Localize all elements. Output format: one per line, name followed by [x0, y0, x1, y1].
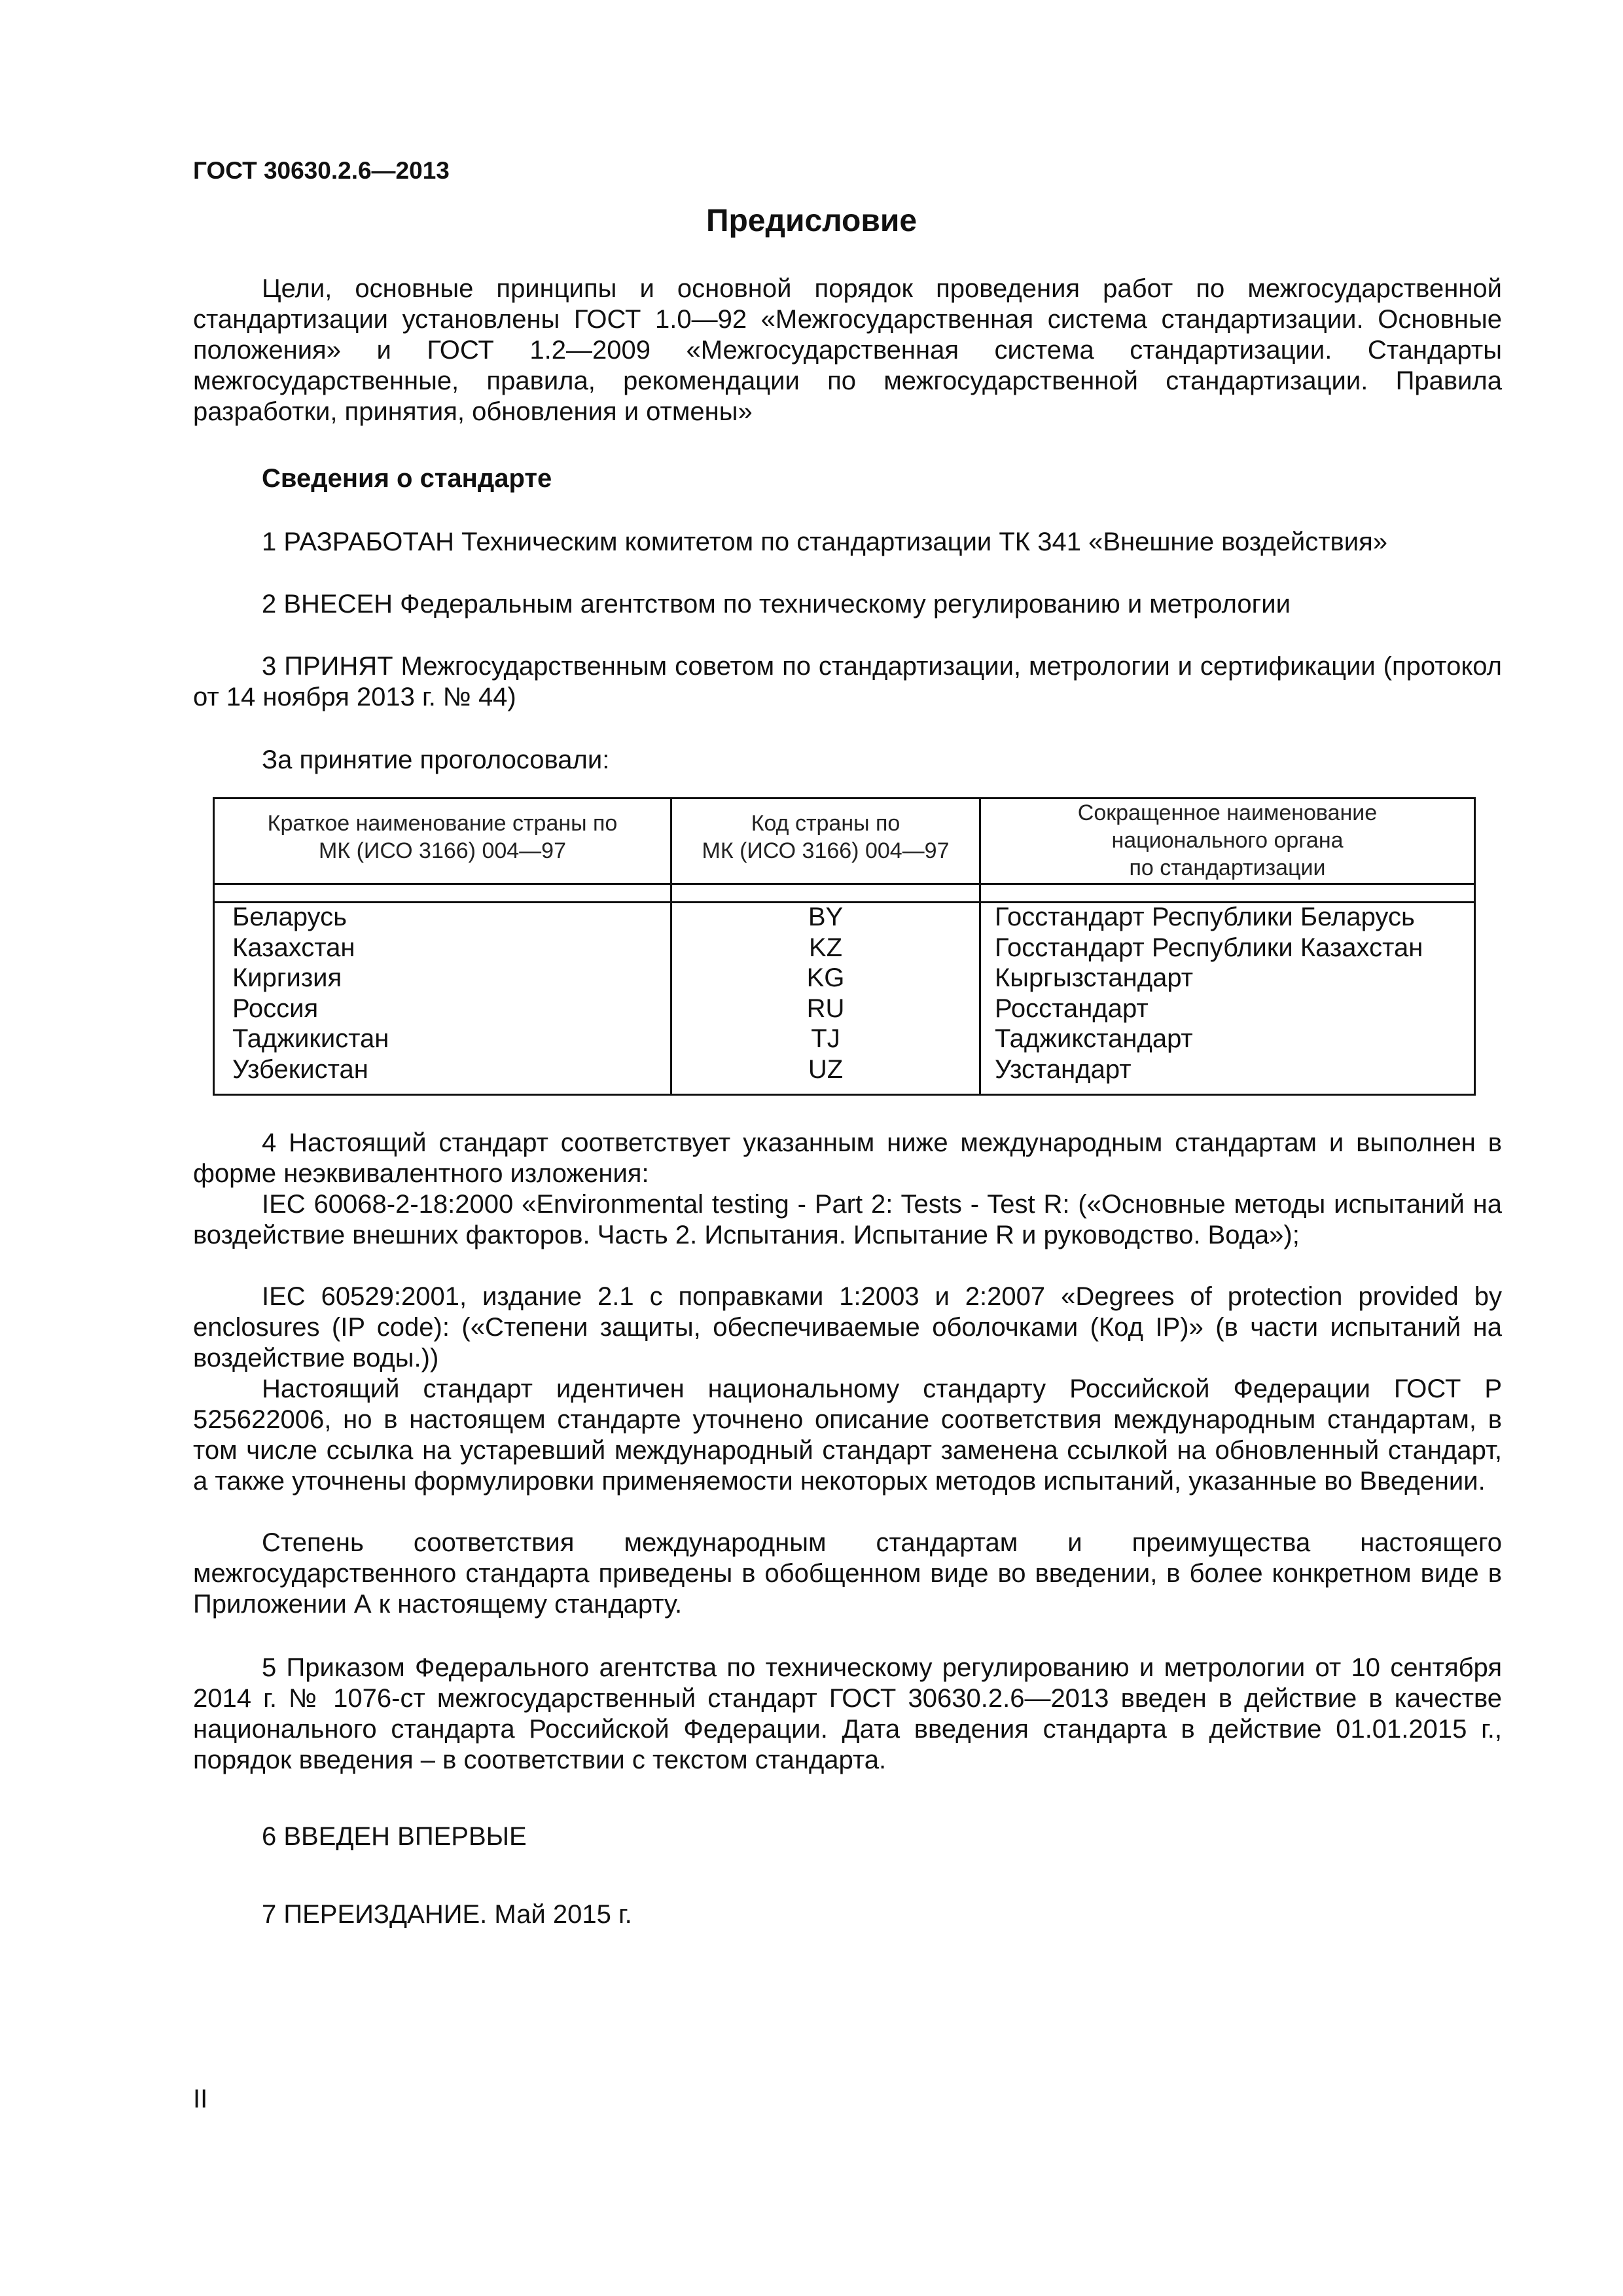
intro-paragraph: Цели, основные принципы и основной порядок проведения работ по межгосударственной стандартизации установлены ГОСТ 1.0—92 «Межгосударственная система стандартизации. Основные положения» и ГОСТ 1.2—2009 «Межгосударственная система стандартизации. Стандарты межгосударственные, правила, рекомендации по межгосударственной стандартизации. Правила разработки, принятия, обновления и отмены»: [193, 274, 1502, 426]
table-cell: Госстандарт Республики Беларусь: [995, 903, 1415, 931]
item-3: 3 ПРИНЯТ Межгосударственным советом по стандартизации, метрологии и сертификации (протокол от 14 ноября 2013 г. № 44): [193, 652, 1502, 711]
item-4-degree: Степень соответствия международным стандартам и преимущества настоящего межгосударственного стандарта приведены в обобщенном виде во введении, в более конкретном виде в Приложении А к настоящему стандарту.: [193, 1528, 1502, 1619]
item-4: 4 Настоящий стандарт соответствует указанным ниже международным стандартам и выполнен в форме неэквивалентного изложения:: [193, 1128, 1502, 1188]
item-2: 2 ВНЕСЕН Федеральным агентством по техническому регулированию и метрологии: [262, 590, 1291, 619]
voted-label: За принятие проголосовали:: [262, 745, 610, 774]
item-4-identity: Настоящий стандарт идентичен национальному стандарту Российской Федерации ГОСТ Р 525622006, но в настоящем стандарте уточнено описание соответствия международным стандартам, в том числе ссылка на устаревший международный стандарт заменена ссылкой на обновленный стандарт, а также уточнены формулировки применяемости некоторых методов испытаний, указанные во Введении.: [193, 1374, 1502, 1496]
page-title: Предисловие: [705, 204, 918, 238]
table-cell: KZ: [808, 933, 843, 962]
item-4-iec-60529: IEC 60529:2001, издание 2.1 с поправками 1:2003 и 2:2007 «Degrees of protection provided by enclosures (IP code): («Степени защиты, обеспечиваемые оболочками (Код IP)» (в части испытаний на воздействие воды.)): [193, 1282, 1502, 1372]
table-cell: BY: [808, 903, 844, 931]
table-cell: Беларусь: [232, 903, 347, 931]
table-cell: Росстандарт: [995, 994, 1149, 1023]
item-6: 6 ВВЕДЕН ВПЕРВЫЕ: [262, 1822, 527, 1851]
table-header-body: Сокращенное наименование национального органа по стандартизации: [1077, 800, 1378, 880]
item-4-iec-60068: IEC 60068-2-18:2000 «Environmental testing - Part 2: Tests - Test R: («Основные методы испытаний на воздействие внешних факторов. Часть 2. Испытания. Испытание R и руководство. Вода»);: [193, 1190, 1502, 1249]
table-cell: Узбекистан: [232, 1054, 368, 1084]
table-cell: UZ: [808, 1054, 844, 1084]
table-cell: Таджикстандарт: [995, 1024, 1193, 1053]
page-number: II: [193, 2085, 208, 2113]
table-cell: Таджикистан: [232, 1024, 389, 1053]
table-column-code: [672, 902, 979, 1085]
item-5: 5 Приказом Федерального агентства по техническому регулированию и метрологии от 10 сентября 2014 г. № 1076-ст межгосударственный стандарт ГОСТ 30630.2.6—2013 введен в действие в качестве национального стандарта Российской Федерации. Дата введения стандарта в действие 01.01.2015 г., порядок введения – в соответствии с текстом стандарта.: [193, 1653, 1502, 1774]
info-heading: Сведения о стандарте: [262, 464, 552, 493]
table-header-country: Краткое наименование страны по МК (ИСО 3166) 004—97: [267, 811, 618, 863]
table-cell: Казахстан: [232, 933, 355, 962]
table-cell: KG: [806, 963, 845, 992]
table-divider: [213, 883, 1476, 885]
table-cell: Кыргызстандарт: [995, 963, 1194, 992]
table-cell: RU: [806, 994, 845, 1023]
item-1: 1 РАЗРАБОТАН Техническим комитетом по стандартизации ТК 341 «Внешние воздействия»: [262, 528, 1388, 556]
table-cell: TJ: [811, 1024, 840, 1053]
table-column-country: [232, 902, 389, 1085]
table-cell: Киргизия: [232, 963, 342, 992]
document-code: ГОСТ 30630.2.6—2013: [193, 157, 450, 184]
table-cell: Узстандарт: [995, 1054, 1132, 1084]
table-column-body: [995, 902, 1423, 1085]
item-7: 7 ПЕРЕИЗДАНИЕ. Май 2015 г.: [262, 1900, 632, 1929]
table-header-code: Код страны по МК (ИСО 3166) 004—97: [702, 811, 950, 863]
table-cell: Госстандарт Республики Казахстан: [995, 933, 1423, 962]
table-cell: Россия: [232, 994, 319, 1023]
